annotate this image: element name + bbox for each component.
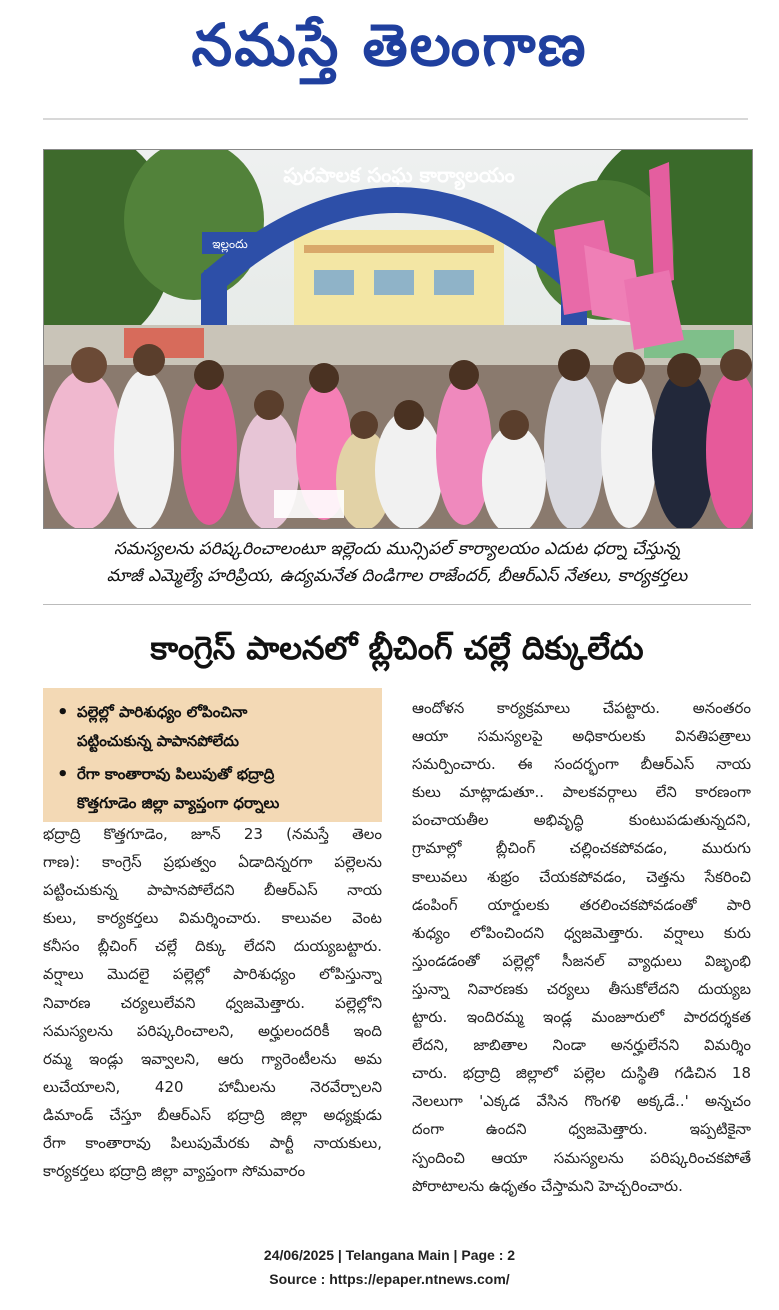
caption-line-2: మాజీ ఎమ్మెల్యే హరిప్రియ, ఉద్యమనేత దిండిగాల రాజేందర్, బీఆర్‌ఎస్ నేతలు, కార్యకర్తలు xyxy=(106,566,688,586)
article-line: ఆందోళన కార్యక్రమాలు చేపట్టారు. అనంతరం xyxy=(412,699,751,717)
article-line: కులు, కార్యకర్తలు విమర్శించారు. కాలువల వెంట xyxy=(43,909,382,928)
article-line: లేదని, జాబితాల నిండా అనర్హులేనని విమర్శిం xyxy=(412,1036,751,1055)
highlight-line: పల్లెల్లో పారిశుధ్యం లోపించినా xyxy=(77,703,248,721)
article-line: ట్టారు. ఇందిరమ్మ ఇండ్ల మంజూరులో పారదర్శకత xyxy=(412,1008,751,1027)
article-line: గాణ): కాంగ్రెస్ ప్రభుత్వం ఏడాదిన్నరగా పల్లెలను xyxy=(43,853,382,872)
photo-caption xyxy=(43,536,751,590)
highlight-line: రేగా కాంతారావు పిలుపుతో భద్రాద్రి xyxy=(77,765,275,783)
masthead-divider xyxy=(43,118,748,120)
arch-side-tag: ఇల్లందు xyxy=(212,237,248,251)
article-column-right xyxy=(412,694,751,1200)
article-line: స్పందించి ఆయా సమస్యలను పరిష్కరించకపోతే xyxy=(412,1148,751,1167)
bullet-icon: • xyxy=(57,764,69,785)
article-line: సమస్యలను పరిష్కరించాలని, అర్హులందరికీ ఇంది xyxy=(43,1021,382,1040)
bullet-icon: • xyxy=(57,702,69,723)
article-line: పంచాయతీల అభివృద్ధి కుంటుపడుతున్నదని, xyxy=(412,811,751,830)
article-line: లుచేయాలని, 420 హామీలను నెరవేర్చాలని xyxy=(43,1077,382,1096)
article-column-left xyxy=(43,820,382,1185)
caption-divider xyxy=(43,604,751,605)
article-line: కులు మాట్లాడుతూ.. పాలకవర్గాలు లేని కారణంగా xyxy=(412,783,751,802)
article-headline: కాంగ్రెస్ పాలనలో బ్లీచింగ్ చల్లే దిక్కులేదు xyxy=(150,629,644,667)
masthead-title: నమస్తే తెలంగాణ xyxy=(191,11,588,79)
footer-source xyxy=(0,1271,779,1287)
caption-line-1: సమస్యలను పరిష్కరించాలంటూ ఇల్లెందు మున్సిపల్ కార్యాలయం ఎదుట ధర్నా చేస్తున్న xyxy=(113,539,681,559)
article-line: శుధ్యం లోపించిందని ధ్వజమెత్తారు. వర్షాలు కురు xyxy=(412,923,751,942)
highlight-item xyxy=(43,698,382,756)
article-line: డంపింగ్ యార్డులకు తరలించకపోవడంతో పారి xyxy=(412,895,751,914)
article-line: కనీసం బ్లీచింగ్ చల్లే దిక్కు లేదని దుయ్యబట్టారు. xyxy=(43,937,382,956)
footer-source-label: Source : xyxy=(269,1271,330,1287)
article-line: ఆయా సమస్యలపై అధికారులకు వినతిపత్రాలు xyxy=(412,727,751,746)
article-line: డిమాండ్ చేస్తూ బీఆర్‌ఎస్ భద్రాద్రి జిల్లా అధ్యక్షుడు xyxy=(43,1105,382,1124)
footer-source-link[interactable]: https://epaper.ntnews.com/ xyxy=(329,1271,510,1287)
highlight-line: కొత్తగూడెం జిల్లా వ్యాప్తంగా ధర్నాలు xyxy=(77,794,280,812)
article-line: నివారణ చర్యలులేవని ధ్వజమెత్తారు. పల్లెల్లోని xyxy=(43,993,382,1012)
highlights-box xyxy=(43,688,382,822)
article-line: చారు. భద్రాద్రి జిల్లాలో పల్లెల దుస్థితి గడిచిన 18 xyxy=(412,1064,751,1083)
article-line: కార్యకర్తలు భద్రాద్రి జిల్లా వ్యాప్తంగా సోమవారం xyxy=(43,1162,306,1181)
article-line: స్తున్నా నివారణకు చర్యలు తీసుకోలేదని దుయ్యబ xyxy=(412,979,751,998)
news-photo xyxy=(43,149,753,529)
highlight-item xyxy=(43,760,382,818)
article-line: సమర్పించారు. ఈ సందర్భంగా బీఆర్‌ఎస్ నాయ xyxy=(412,755,751,774)
highlight-line: పట్టించుకున్న పాపానపోలేదు xyxy=(77,732,239,750)
footer-date-edition: 24/06/2025 | Telangana Main | Page : 2 xyxy=(263,1247,516,1263)
article-line: స్తుండడంతో పల్లెల్లో సీజనల్ వ్యాధులు విజృంభి xyxy=(412,951,751,970)
article-line: దంగా ఉందని ధ్వజమెత్తారు. ఇప్పటికైనా xyxy=(412,1120,751,1139)
article-line: కాలువలు శుభ్రం చేయకపోవడం, చెత్తను సేకరించి xyxy=(412,867,751,886)
article-line: పోరాటాలను ఉధృతం చేస్తామని హెచ్చరించారు. xyxy=(412,1176,683,1195)
article-line: వర్షాలు మొదలై పల్లెల్లో పారిశుధ్యం లోపిస్తున్నా xyxy=(43,965,382,984)
article-line: రమ్మ ఇండ్లు ఇవ్వాలని, ఆరు గ్యారెంటీలను అమ xyxy=(43,1049,382,1068)
article-line: గ్రామాల్లో బ్లీచింగ్ చల్లించకపోవడం, మురుగు xyxy=(412,839,751,858)
article-line: రేగా కాంతారావు పిలుపుమేరకు పార్టీ నాయకులు, xyxy=(43,1134,382,1153)
article-line: భద్రాద్రి కొత్తగూడెం, జూన్ 23 (నమస్తే తెలం xyxy=(43,825,382,843)
article-line: పట్టించుకున్న పాపానపోలేదని బీఆర్‌ఎస్ నాయ xyxy=(43,881,382,900)
article-line: నెలలుగా 'ఎక్కడ వేసిన గొంగళి అక్కడే..' అన్నచం xyxy=(412,1092,751,1111)
arch-signboard-text: పురపాలక సంఘ కార్యాలయం xyxy=(283,163,515,187)
